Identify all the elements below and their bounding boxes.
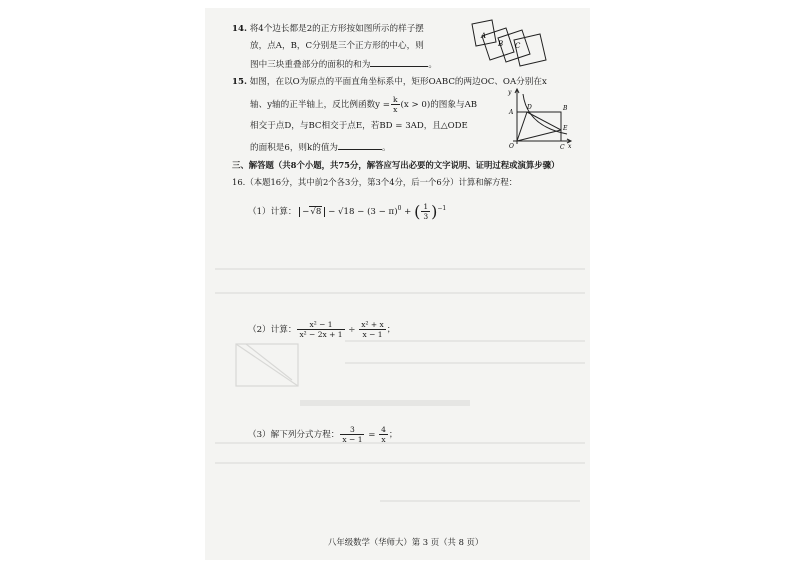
q15-coordinate-figure — [505, 86, 575, 150]
q15-line2 — [250, 95, 477, 114]
q16-part2 — [248, 320, 395, 339]
frac1-num: x² − 1 — [297, 320, 344, 330]
q14-line3 — [250, 58, 437, 71]
bleed-through-line — [215, 462, 585, 464]
segment-de — [527, 112, 561, 130]
q15-text2b: (x > 0)的图象与AB — [400, 100, 478, 110]
plus-sign: + — [404, 207, 412, 217]
q16-part1-expr: − √18 − (3 − π) — [328, 207, 398, 217]
q14-answer-blank[interactable] — [370, 58, 428, 67]
q15-fraction — [391, 95, 400, 114]
q14-number: 14. — [232, 24, 247, 34]
frac1-den: x² − 2x + 1 — [299, 330, 343, 339]
q16-part2-label: （2）计算： — [248, 325, 297, 335]
q14-line1 — [232, 24, 424, 35]
divide-sign: ÷ — [348, 325, 356, 335]
label-b: B — [563, 105, 568, 112]
q15-line1 — [232, 77, 547, 88]
q16-part3 — [248, 425, 398, 444]
q14-label-b: B — [498, 40, 504, 48]
semicolon: ； — [386, 325, 396, 335]
segment-oe — [517, 130, 561, 141]
frac-num: 1 — [423, 202, 429, 211]
page-footer: 八年级数学（华师大）第 3 页（共 8 页） — [328, 537, 484, 547]
square-4 — [514, 34, 546, 66]
q15-line3: 相交于点D，与BC相交于点E，若BD = 3AD，且△ODE — [250, 121, 468, 131]
frac1-den: x − 1 — [342, 435, 363, 444]
q15-text4: 的面积是6，则k的值为 — [250, 143, 339, 153]
label-x: x — [568, 143, 572, 150]
abs-value-expr: −√8 — [299, 207, 325, 217]
label-e: E — [563, 125, 568, 132]
equals-sign: = — [368, 430, 376, 440]
q16-part2-fraction1 — [297, 320, 344, 339]
q14-text1: 将4个边长都是2的正方形按如图所示的样子摆 — [249, 24, 424, 34]
semicolon: ； — [388, 430, 398, 440]
bleed-through-figure — [232, 340, 302, 390]
q16-part1-label: （1）计算： — [248, 207, 297, 217]
q15-line4 — [250, 141, 391, 154]
q16-part1 — [248, 202, 446, 221]
hyperbola-curve — [523, 94, 567, 134]
q16-header: 16.（本题16分，其中前2个各3分，第3个4分，后一个6分）计算和解方程： — [232, 177, 518, 187]
section-3-title: 三、解答题（共8个小题，共75分，解答应写出必要的文字说明、证明过程或演算步骤） — [232, 160, 560, 170]
bleed-through-line — [345, 340, 585, 342]
bleed-through-line — [345, 362, 585, 364]
bleed-through-line — [380, 500, 580, 502]
label-o: O — [509, 143, 514, 150]
q14-label-a: A — [481, 32, 487, 40]
bleed-through-line — [215, 268, 585, 270]
q15-answer-blank[interactable] — [338, 141, 382, 150]
label-c: C — [560, 144, 565, 150]
right-paren: ) — [431, 202, 438, 221]
q16-part1-fraction — [421, 202, 430, 221]
q16-part3-fraction2 — [379, 425, 388, 444]
segment-od — [517, 112, 527, 141]
bleed-through-line — [300, 400, 470, 406]
frac1-num: 3 — [340, 425, 364, 435]
frac2-num: x² + x — [361, 320, 384, 329]
frac-den: 3 — [423, 212, 429, 221]
q14-period: 。 — [428, 60, 437, 70]
left-paren: ( — [414, 202, 421, 221]
q15-text1: 如图，在以O为原点的平面直角坐标系中，矩形OABC的两边OC、OA分别在x — [249, 77, 547, 87]
q14-line2: 放，点A，B，C分别是三个正方形的中心，则 — [250, 41, 424, 51]
frac2-den: x − 1 — [362, 330, 383, 339]
frac2-num: 4 — [381, 425, 386, 434]
q15-number: 15. — [232, 77, 247, 87]
q14-squares-figure — [468, 14, 574, 76]
q16-part3-label: （3）解下列分式方程： — [248, 430, 340, 440]
q15-text2a: 轴、y轴的正半轴上，反比例函数y = — [250, 100, 390, 110]
sqrt-8: √8 — [310, 207, 322, 217]
q16-part2-fraction2 — [359, 320, 386, 339]
q15-frac-den: x — [393, 105, 398, 114]
q14-text3: 图中三块重叠部分的面积的和为 — [250, 60, 371, 70]
frac2-den: x — [381, 435, 386, 444]
q14-label-c: C — [515, 42, 521, 50]
exponent-zero: 0 — [397, 205, 402, 213]
q15-frac-num: k — [392, 95, 398, 104]
q16-part3-fraction1 — [340, 425, 364, 444]
q15-period: 。 — [382, 143, 391, 153]
label-d: D — [527, 104, 532, 111]
label-y: y — [508, 89, 512, 96]
label-a: A — [509, 109, 514, 116]
exponent-neg-one: −1 — [437, 205, 447, 213]
bleed-through-line — [215, 292, 585, 294]
